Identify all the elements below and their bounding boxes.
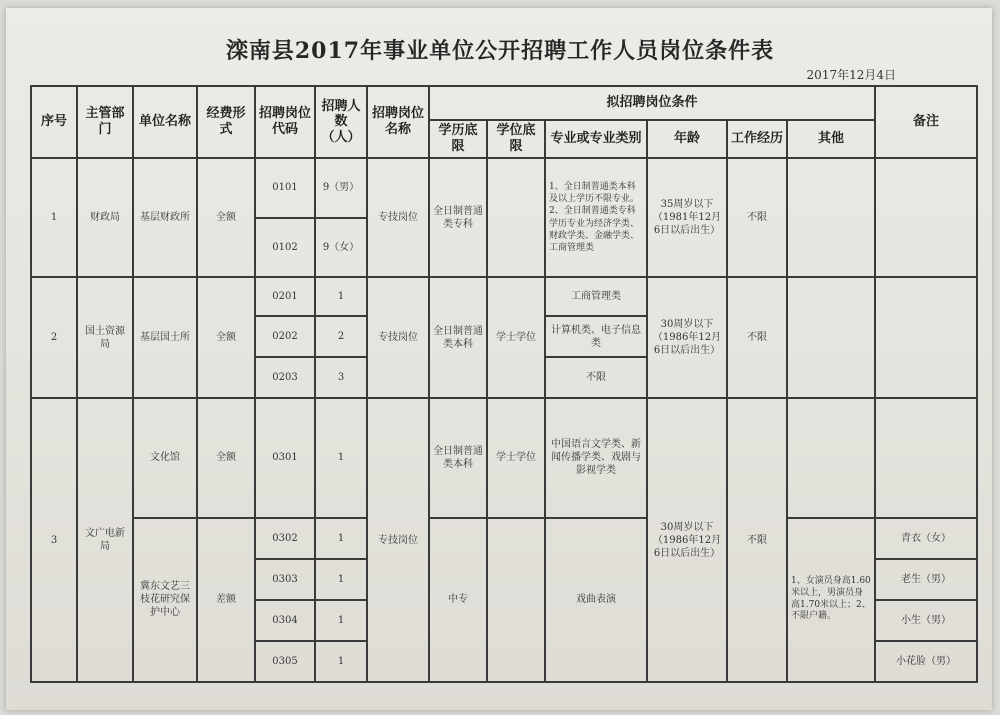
row-code: 0201	[255, 277, 315, 316]
row-major: 中国语言文学类、新闻传播学类、戏剧与影视学类	[545, 398, 647, 517]
row-exp: 不限	[727, 158, 787, 277]
row-remark	[875, 277, 977, 398]
row-count: 2	[315, 316, 367, 357]
row-major: 工商管理类	[545, 277, 647, 316]
row-major: 1、全日制普通类本科及以上学历不限专业。2、全日制普通类专科学历专业为经济学类、财政学类、金融学类、工商管理类	[545, 158, 647, 277]
row-count: 9（女）	[315, 218, 367, 278]
row-unit: 基层国土所	[133, 277, 197, 398]
row-count: 1	[315, 559, 367, 600]
row-unit: 文化馆	[133, 398, 197, 517]
row-code: 0303	[255, 559, 315, 600]
header-seq: 序号	[31, 86, 77, 158]
row-code: 0305	[255, 641, 315, 682]
row-count: 1	[315, 277, 367, 316]
row-code: 0203	[255, 357, 315, 398]
row-count: 3	[315, 357, 367, 398]
row-degree	[487, 518, 545, 682]
row-post: 专技岗位	[367, 158, 429, 277]
row-count: 1	[315, 641, 367, 682]
header-major: 专业或专业类别	[545, 120, 647, 158]
recruitment-conditions-table	[30, 85, 978, 683]
row-other	[787, 158, 875, 277]
row-seq: 3	[31, 398, 77, 682]
row-count: 1	[315, 518, 367, 559]
header-remark: 备注	[875, 86, 977, 158]
row-degree	[487, 158, 545, 277]
row-other	[787, 277, 875, 398]
row-remark: 青衣（女）	[875, 518, 977, 559]
row-funding: 全额	[197, 277, 255, 398]
row-funding: 差额	[197, 518, 255, 682]
header-count: 招聘人数（人）	[315, 86, 367, 158]
row-edu: 全日制普通类专科	[429, 158, 487, 277]
row-seq: 1	[31, 158, 77, 277]
row-seq: 2	[31, 277, 77, 398]
row-code: 0102	[255, 218, 315, 278]
row-unit: 冀东文艺三枝花研究保护中心	[133, 518, 197, 682]
header-degree: 学位底限	[487, 120, 545, 158]
document-title: 滦南县2017年事业单位公开招聘工作人员岗位条件表	[225, 38, 775, 64]
header-edu: 学历底限	[429, 120, 487, 158]
row-exp: 不限	[727, 398, 787, 682]
header-unit: 单位名称	[133, 86, 197, 158]
row-post: 专技岗位	[367, 277, 429, 398]
row-exp: 不限	[727, 277, 787, 398]
header-conditions: 拟招聘岗位条件	[429, 86, 875, 120]
row-count: 1	[315, 398, 367, 517]
row-remark	[875, 158, 977, 277]
header-post: 招聘岗位名称	[367, 86, 429, 158]
row-edu: 全日制普通类本科	[429, 277, 487, 398]
row-count: 1	[315, 600, 367, 641]
row-other: 1、女演员身高1.60米以上，男演员身高1.70米以上；2、不限户籍。	[787, 518, 875, 682]
row-funding: 全额	[197, 398, 255, 517]
row-dept: 财政局	[77, 158, 133, 277]
row-code: 0304	[255, 600, 315, 641]
row-remark: 小花脸（男）	[875, 641, 977, 682]
row-age: 30周岁以下（1986年12月6日以后出生）	[647, 277, 727, 398]
row-funding: 全额	[197, 158, 255, 277]
row-count: 9（男）	[315, 158, 367, 218]
header-age: 年龄	[647, 120, 727, 158]
row-code: 0301	[255, 398, 315, 517]
document-date: 2017年12月4日	[806, 68, 896, 82]
row-remark	[875, 398, 977, 517]
row-major: 计算机类、电子信息类	[545, 316, 647, 357]
header-exp: 工作经历	[727, 120, 787, 158]
row-dept: 国土资源局	[77, 277, 133, 398]
row-age: 30周岁以下（1986年12月6日以后出生）	[647, 398, 727, 682]
row-remark: 小生（男）	[875, 600, 977, 641]
row-dept: 文广电新局	[77, 398, 133, 682]
row-other	[787, 398, 875, 517]
row-code: 0202	[255, 316, 315, 357]
row-edu: 全日制普通类本科	[429, 398, 487, 517]
row-code: 0101	[255, 158, 315, 218]
header-funding: 经费形式	[197, 86, 255, 158]
row-post: 专技岗位	[367, 398, 429, 682]
row-major: 不限	[545, 357, 647, 398]
row-edu: 中专	[429, 518, 487, 682]
row-unit: 基层财政所	[133, 158, 197, 277]
row-major: 戏曲表演	[545, 518, 647, 682]
row-remark: 老生（男）	[875, 559, 977, 600]
row-degree: 学士学位	[487, 277, 545, 398]
row-age: 35周岁以下（1981年12月6日以后出生）	[647, 158, 727, 277]
row-code: 0302	[255, 518, 315, 559]
row-degree: 学士学位	[487, 398, 545, 517]
header-code: 招聘岗位代码	[255, 86, 315, 158]
header-other: 其他	[787, 120, 875, 158]
header-dept: 主管部门	[77, 86, 133, 158]
